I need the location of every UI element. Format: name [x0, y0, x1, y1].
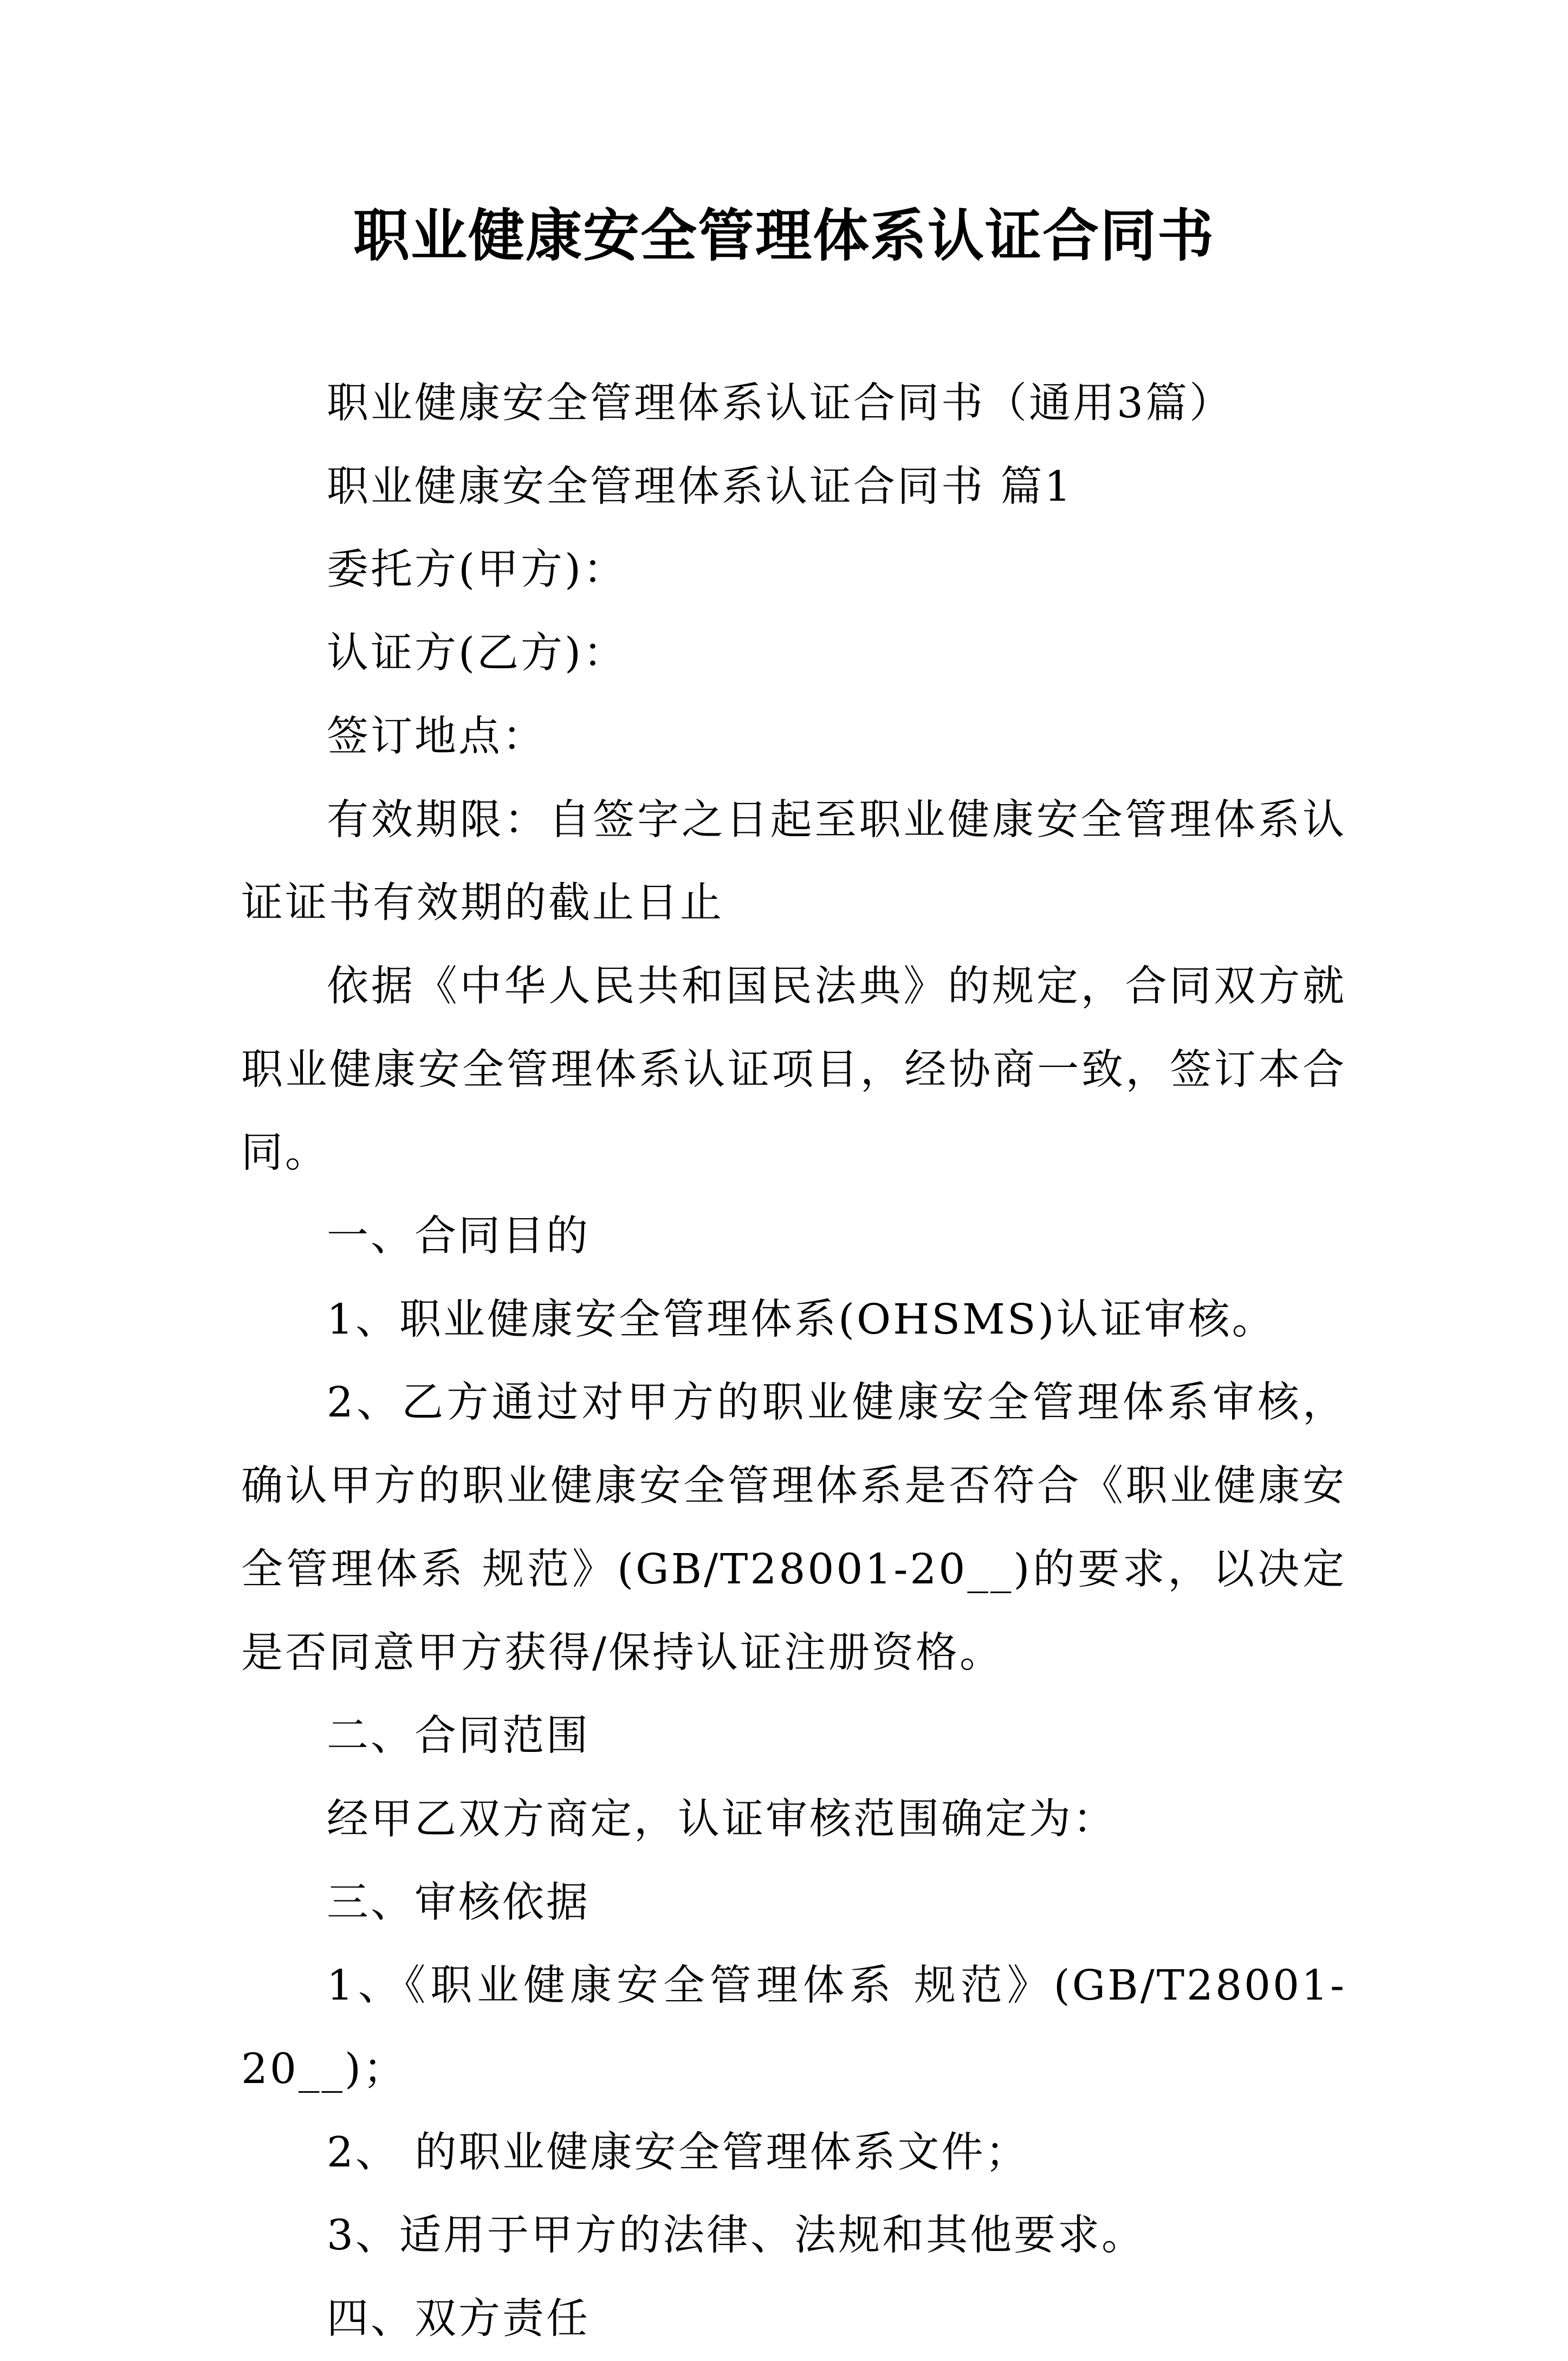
paragraph-basis: 依据《中华人民共和国民法典》的规定，合同双方就职业健康安全管理体系认证项目，经协商一致，签订本合同。	[241, 962, 1346, 1178]
section-heading-scope: 二、合同范围	[327, 1712, 590, 1761]
paragraph-subtitle: 职业健康安全管理体系认证合同书（通用3篇）	[327, 379, 1233, 428]
paragraph-purpose-1: 1、职业健康安全管理体系(OHSMS)认证审核。	[327, 1295, 1276, 1344]
paragraph-signing-place: 签订地点：	[327, 712, 546, 761]
paragraph-audit-basis-3: 3、适用于甲方的法律、法规和其他要求。	[327, 2211, 1145, 2260]
paragraph-validity: 有效期限：自签字之日起至职业健康安全管理体系认证证书有效期的截止日止	[241, 795, 1346, 928]
document-body	[241, 362, 1346, 2361]
section-heading-responsibilities: 四、双方责任	[327, 2295, 590, 2344]
paragraph-purpose-2: 2、乙方通过对甲方的职业健康安全管理体系审核，确认甲方的职业健康安全管理体系是否符合《职业健康安全管理体系 规范》(GB/T28001-20__)的要求，以决定是否同意甲方获得/保持认证注册资格。	[241, 1379, 1346, 1677]
section-heading-audit-basis: 三、审核依据	[327, 1878, 590, 1927]
section-heading-purpose: 一、合同目的	[327, 1212, 590, 1261]
paragraph-party-a: 委托方(甲方)：	[327, 546, 627, 594]
paragraph-audit-basis-2: 2、 的职业健康安全管理体系文件；	[327, 2128, 1029, 2177]
paragraph-party-b: 认证方(乙方)：	[327, 629, 627, 678]
paragraph-audit-basis-1: 1、《职业健康安全管理体系 规范》(GB/T28001-20__)；	[241, 1962, 1346, 2094]
paragraph-part-heading: 职业健康安全管理体系认证合同书 篇1	[327, 462, 1073, 511]
paragraph-scope: 经甲乙双方商定，认证审核范围确定为：	[327, 1795, 1117, 1843]
document-title: 职业健康安全管理体系认证合同书	[353, 202, 1215, 269]
